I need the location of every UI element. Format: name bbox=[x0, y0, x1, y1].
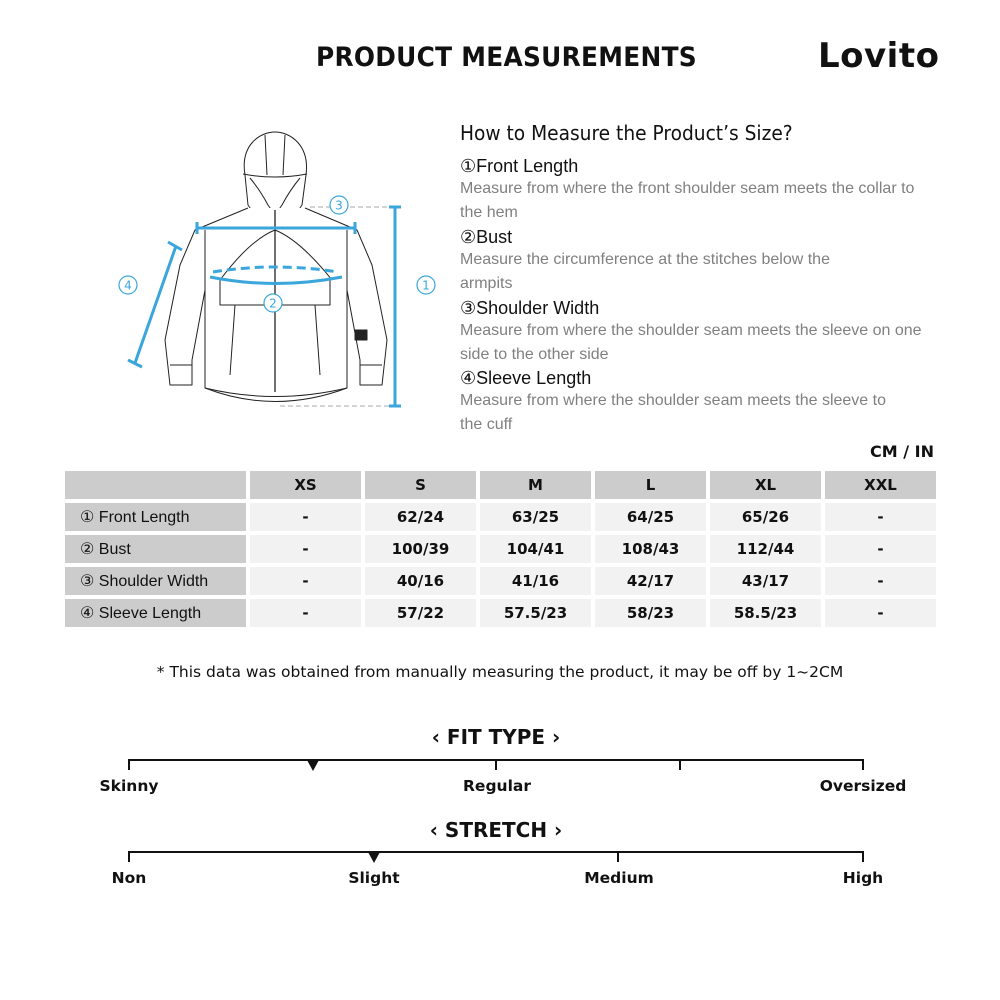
row-label: ① Front Length bbox=[65, 503, 246, 531]
table-row bbox=[65, 567, 936, 595]
table-cell: - bbox=[250, 599, 361, 627]
instruction-shoulder-width bbox=[460, 297, 930, 366]
table-cell: - bbox=[250, 535, 361, 563]
instruction-bust bbox=[460, 226, 930, 295]
table-cell: - bbox=[825, 567, 936, 595]
fit-type-tick bbox=[862, 759, 864, 770]
instruction-heading: ②Bust bbox=[460, 227, 513, 247]
table-cell: 57/22 bbox=[365, 599, 476, 627]
stretch-indicator-icon bbox=[368, 852, 380, 863]
brand-logo: Lovito bbox=[818, 36, 940, 76]
fit-type-tick bbox=[495, 759, 497, 770]
table-cell: - bbox=[825, 503, 936, 531]
table-cell: 108/43 bbox=[595, 535, 706, 563]
table-cell: - bbox=[250, 567, 361, 595]
svg-text:3: 3 bbox=[335, 198, 343, 213]
table-corner-cell bbox=[65, 471, 246, 499]
table-cell: 100/39 bbox=[365, 535, 476, 563]
column-header: M bbox=[480, 471, 591, 499]
fit-type-indicator-icon bbox=[307, 760, 319, 771]
instruction-description: Measure from where the shoulder seam meets the sleeve on one side to the other side bbox=[460, 322, 922, 363]
instruction-sleeve-length bbox=[460, 367, 930, 436]
table-cell: 57.5/23 bbox=[480, 599, 591, 627]
table-cell: 62/24 bbox=[365, 503, 476, 531]
svg-text:1: 1 bbox=[422, 278, 430, 293]
table-row bbox=[65, 599, 936, 627]
row-label: ④ Sleeve Length bbox=[65, 599, 246, 627]
table-cell: 58/23 bbox=[595, 599, 706, 627]
table-cell: 43/17 bbox=[710, 567, 821, 595]
table-cell: - bbox=[250, 503, 361, 531]
fit-type-tick bbox=[679, 759, 681, 770]
unit-label: CM / IN bbox=[870, 442, 934, 461]
stretch-label-non: Non bbox=[111, 869, 147, 887]
table-cell: 42/17 bbox=[595, 567, 706, 595]
table-row bbox=[65, 535, 936, 563]
stretch-label-slight: Slight bbox=[348, 869, 400, 887]
fit-type-label-oversized: Oversized bbox=[819, 777, 907, 795]
table-cell: 40/16 bbox=[365, 567, 476, 595]
column-header: L bbox=[595, 471, 706, 499]
table-cell: 65/26 bbox=[710, 503, 821, 531]
instruction-front-length bbox=[460, 155, 930, 224]
how-to-measure-title: How to Measure the Product’s Size? bbox=[460, 121, 793, 145]
size-table bbox=[61, 467, 940, 631]
table-cell: 58.5/23 bbox=[710, 599, 821, 627]
instruction-description: Measure from where the front shoulder seam meets the collar to the hem bbox=[460, 180, 915, 221]
table-cell: 64/25 bbox=[595, 503, 706, 531]
column-header: XXL bbox=[825, 471, 936, 499]
table-cell: 112/44 bbox=[710, 535, 821, 563]
instruction-heading: ①Front Length bbox=[460, 156, 579, 176]
instruction-heading: ③Shoulder Width bbox=[460, 298, 600, 318]
stretch-label-high: High bbox=[842, 869, 884, 887]
table-cell: 63/25 bbox=[480, 503, 591, 531]
table-cell: - bbox=[825, 599, 936, 627]
column-header: XS bbox=[250, 471, 361, 499]
table-cell: - bbox=[825, 535, 936, 563]
fit-type-label-regular: Regular bbox=[463, 777, 531, 795]
row-label: ③ Shoulder Width bbox=[65, 567, 246, 595]
table-row bbox=[65, 503, 936, 531]
measurement-disclaimer: * This data was obtained from manually measuring the product, it may be off by 1~2CM bbox=[156, 663, 844, 681]
table-cell: 104/41 bbox=[480, 535, 591, 563]
fit-type-tick bbox=[128, 759, 130, 770]
hoodie-measurement-diagram-icon bbox=[110, 130, 440, 425]
page-title: PRODUCT MEASUREMENTS bbox=[316, 42, 697, 73]
stretch-tick bbox=[617, 851, 619, 862]
column-header: S bbox=[365, 471, 476, 499]
stretch-tick bbox=[862, 851, 864, 862]
instruction-heading: ④Sleeve Length bbox=[460, 368, 592, 388]
table-header-row bbox=[65, 471, 936, 499]
fit-type-title: ‹ FIT TYPE › bbox=[431, 725, 561, 749]
fit-type-label-skinny: Skinny bbox=[99, 777, 159, 795]
svg-text:2: 2 bbox=[269, 296, 277, 311]
stretch-tick bbox=[128, 851, 130, 862]
instruction-description: Measure the circumference at the stitches below the armpits bbox=[460, 251, 830, 292]
column-header: XL bbox=[710, 471, 821, 499]
table-cell: 41/16 bbox=[480, 567, 591, 595]
stretch-scale-line bbox=[128, 851, 864, 853]
instruction-description: Measure from where the shoulder seam meets the sleeve to the cuff bbox=[460, 392, 886, 433]
row-label: ② Bust bbox=[65, 535, 246, 563]
stretch-title: ‹ STRETCH › bbox=[429, 818, 563, 842]
stretch-label-medium: Medium bbox=[584, 869, 654, 887]
svg-text:4: 4 bbox=[124, 278, 132, 293]
